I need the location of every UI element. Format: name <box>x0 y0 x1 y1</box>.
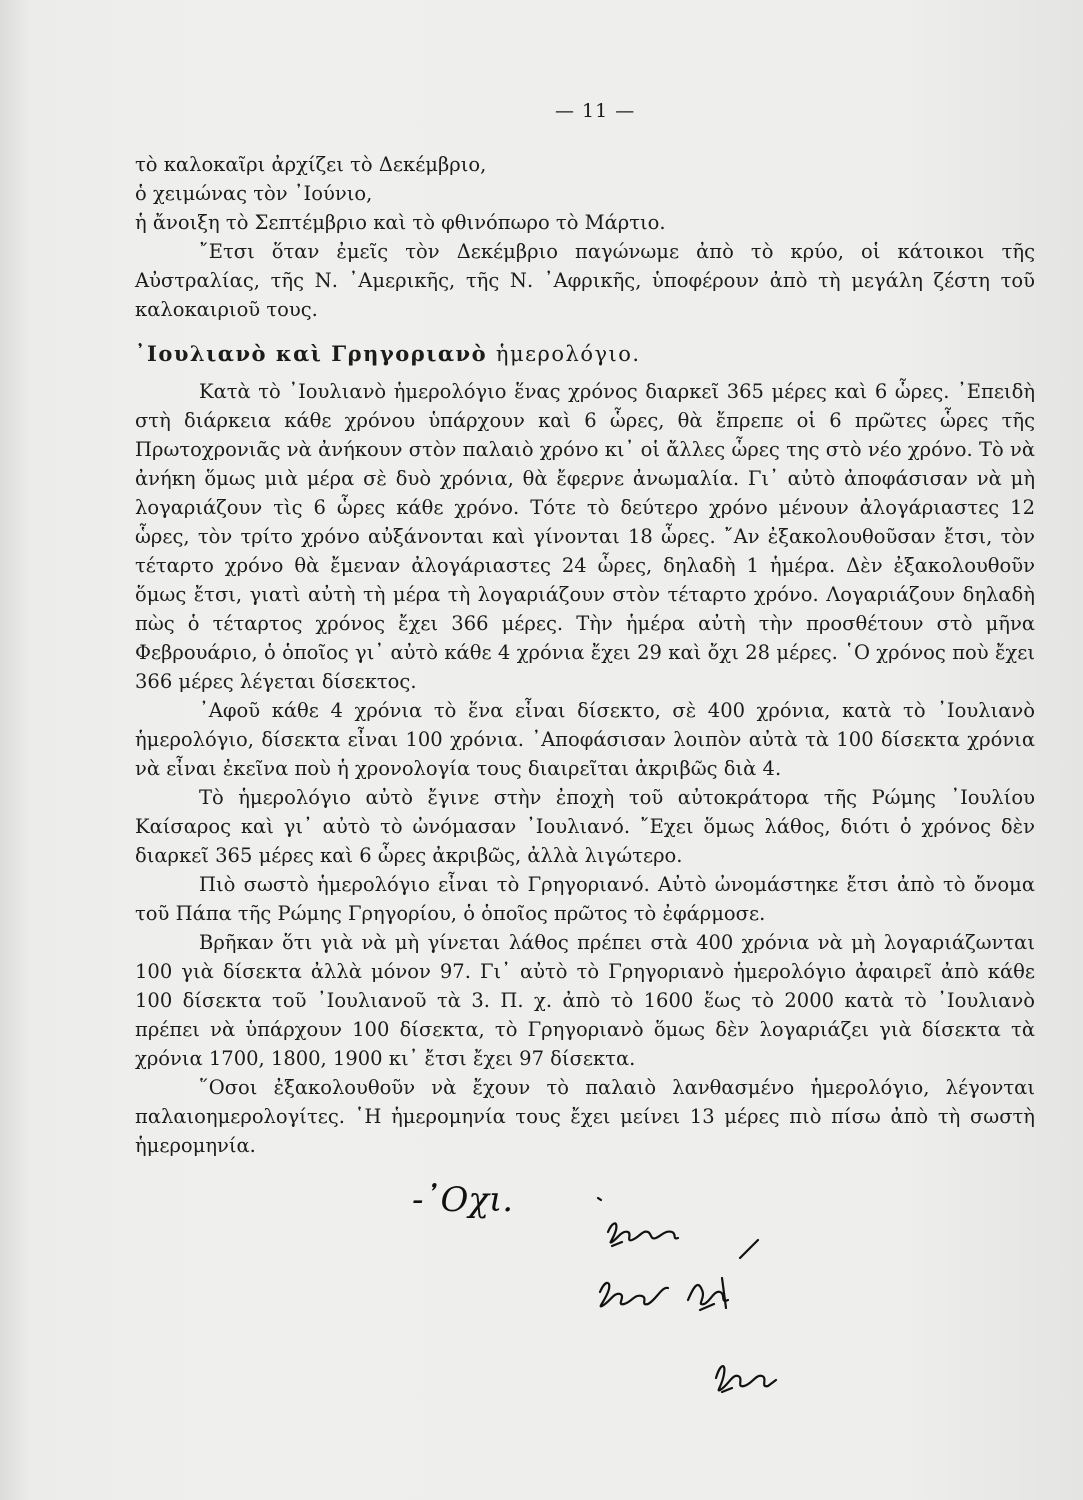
handwritten-note: -᾿Οχι. <box>412 1180 514 1220</box>
intro-line-1: τὸ καλοκαῖρι ἀρχίζει τὸ Δεκέμβριο, <box>135 153 487 176</box>
paragraph-2: Κατὰ τὸ ᾿Ιουλιανὸ ἡμερολόγιο ἕνας χρόνος διαρκεῖ 365 μέρες καὶ 6 ὧρες. ᾿Επειδὴ στὴ διάρκεια κάθε χρόνου ὑπάρχουν καὶ 6 ὧρες, θὰ ἔπρεπε οἱ 6 πρῶτες ὧρες τῆς Πρωτοχρονιᾶς νὰ ἀνήκουν στὸν παλαιὸ χρόνο κι᾿ οἱ ἄλλες ὧρες της στὸ νέο χρόνο. Τὸ νὰ ἀνήκη ὅμως μιὰ μέρα σὲ δυὸ χρόνια, θὰ ἔφερνε ἀνωμαλία. Γι᾿ αὐτὸ ἀποφάσισαν νὰ μὴ λογαριάζουν τὶς 6 ὧρες κάθε χρόνο. Τότε τὸ δεύτερο χρόνο μένουν ἀλογάριαστες 12 ὧρες, τὸν τρίτο χρόνο αὐξάνονται καὶ γίνονται 18 ὧρες. ῎Αν ἐξακολουθοῦσαν ἔτσι, τὸν τέταρτο χρόνο θὰ ἔμεναν ἀλογάριαστες 24 ὧρες, δηλαδὴ 1 ἡμέρα. Δὲν ἐξακολουθοῦν ὅμως ἔτσι, γιατὶ αὐτὴ τὴ μέρα τὴ λογαριάζουν στὸν τέταρτο χρόνο. Λογαριάζουν δηλαδὴ πὼς ὁ τέταρτος χρόνος ἔχει 366 μέρες. Τὴν ἡμέρα αὐτὴ τὴν προσθέτουν στὸ μῆνα Φεβρουάριο, ὁ ὁποῖος γι᾿ αὐτὸ κάθε 4 χρόνια ἔχει 29 καὶ ὄχι 28 μέρες. ῾Ο χρόνος ποὺ ἔχει 366 μέρες λέγεται δίσεκτος. <box>135 380 1035 693</box>
section-heading <box>135 339 1035 369</box>
paragraph-7: ῞Οσοι ἐξακολουθοῦν νὰ ἔχουν τὸ παλαιὸ λανθασμένο ἡμερολόγιο, λέγονται παλαιοημερολογίτες. ῾Η ἡμερομηνία τους ἔχει μείνει 13 μέρες πιὸ πίσω ἀπὸ τὴ σωστὴ ἡμερομηνία. <box>135 1076 1035 1157</box>
intro-line-2: ὁ χειμώνας τὸν ᾿Ιούνιο, <box>135 182 373 205</box>
paragraph-5: Πιὸ σωστὸ ἡμερολόγιο εἶναι τὸ Γρηγοριανό. Αὐτὸ ὠνομάστηκε ἔτσι ἀπὸ τὸ ὄνομα τοῦ Πάπα τῆς Ρώμης Γρηγορίου, ὁ ὁποῖος πρῶτος τὸ ἐφάρμοσε. <box>135 873 1035 925</box>
body-text <box>135 150 1035 1160</box>
paragraph-4: Τὸ ἡμερολόγιο αὐτὸ ἔγινε στὴν ἐποχὴ τοῦ αὐτοκράτορα τῆς Ρώμης ᾿Ιουλίου Καίσαρος καὶ γι᾿ αὐτὸ τὸ ὠνόμασαν ᾿Ιουλιανό. ῎Εχει ὅμως λάθος, διότι ὁ χρόνος δὲν διαρκεῖ 365 μέρες καὶ 6 ὧρες ἀκριβῶς, ἀλλὰ λιγώτερο. <box>135 786 1035 867</box>
intro-line-3: ἡ ἄνοιξη τὸ Σεπτέμβριο καὶ τὸ φθινόπωρο τὸ Μάρτιο. <box>135 211 666 234</box>
scribble-dot <box>598 1198 601 1200</box>
paragraph-3: ᾿Αφοῦ κάθε 4 χρόνια τὸ ἕνα εἶναι δίσεκτο, σὲ 400 χρόνια, κατὰ τὸ ᾿Ιουλιανὸ ἡμερολόγιο, δίσεκτα εἶναι 100 χρόνια. ᾿Αποφάσισαν λοιπὸν αὐτὰ τὰ 100 δίσεκτα χρόνια νὰ εἶναι ἐκεῖνα ποὺ ἡ χρονολογία τους διαιρεῖται ἀκριβῶς διὰ 4. <box>135 699 1035 780</box>
section-heading-bold: ᾿Ιουλιανὸ καὶ Γρηγοριανὸ <box>135 341 488 366</box>
paragraph-1: ῎Ετσι ὅταν ἐμεῖς τὸν Δεκέμβριο παγώνωμε ἀπὸ τὸ κρύο, οἱ κάτοικοι τῆς Αὐστραλίας, τῆς Ν. ᾿Αμερικῆς, τῆς Ν. ᾿Αφρικῆς, ὑποφέρουν ἀπὸ τὴ μεγάλη ζέστη τοῦ καλοκαιριοῦ τους. <box>135 240 1035 321</box>
section-heading-rest: ἡμερολόγιο. <box>495 342 641 366</box>
paragraph-6: Βρῆκαν ὅτι γιὰ νὰ μὴ γίνεται λάθος πρέπει στὰ 400 χρόνια νὰ μὴ λογαριάζωνται 100 γιὰ δίσεκτα ἀλλὰ μόνον 97. Γι᾿ αὐτὸ τὸ Γρηγοριανὸ ἡμερολόγιο ἀφαιρεῖ ἀπὸ κάθε 100 δίσεκτα τοῦ ᾿Ιουλιανοῦ τὰ 3. Π. χ. ἀπὸ τὸ 1600 ἕως τὸ 2000 κατὰ τὸ ᾿Ιουλιανὸ πρέπει νὰ ὑπάρχουν 100 δίσεκτα, τὸ Γρηγοριανὸ ὅμως δὲν λογαριάζει γιὰ δίσεκτα τὰ χρόνια 1700, 1800, 1900 κι᾿ ἔτσι ἔχει 97 δίσεκτα. <box>135 931 1035 1070</box>
scribble-4 <box>716 1366 776 1392</box>
scribble-1 <box>608 1223 678 1246</box>
scribble-2 <box>600 1283 668 1306</box>
scribble-3 <box>688 1278 728 1310</box>
page-number: — 11 — <box>555 100 636 122</box>
scribble-slash <box>740 1240 758 1258</box>
